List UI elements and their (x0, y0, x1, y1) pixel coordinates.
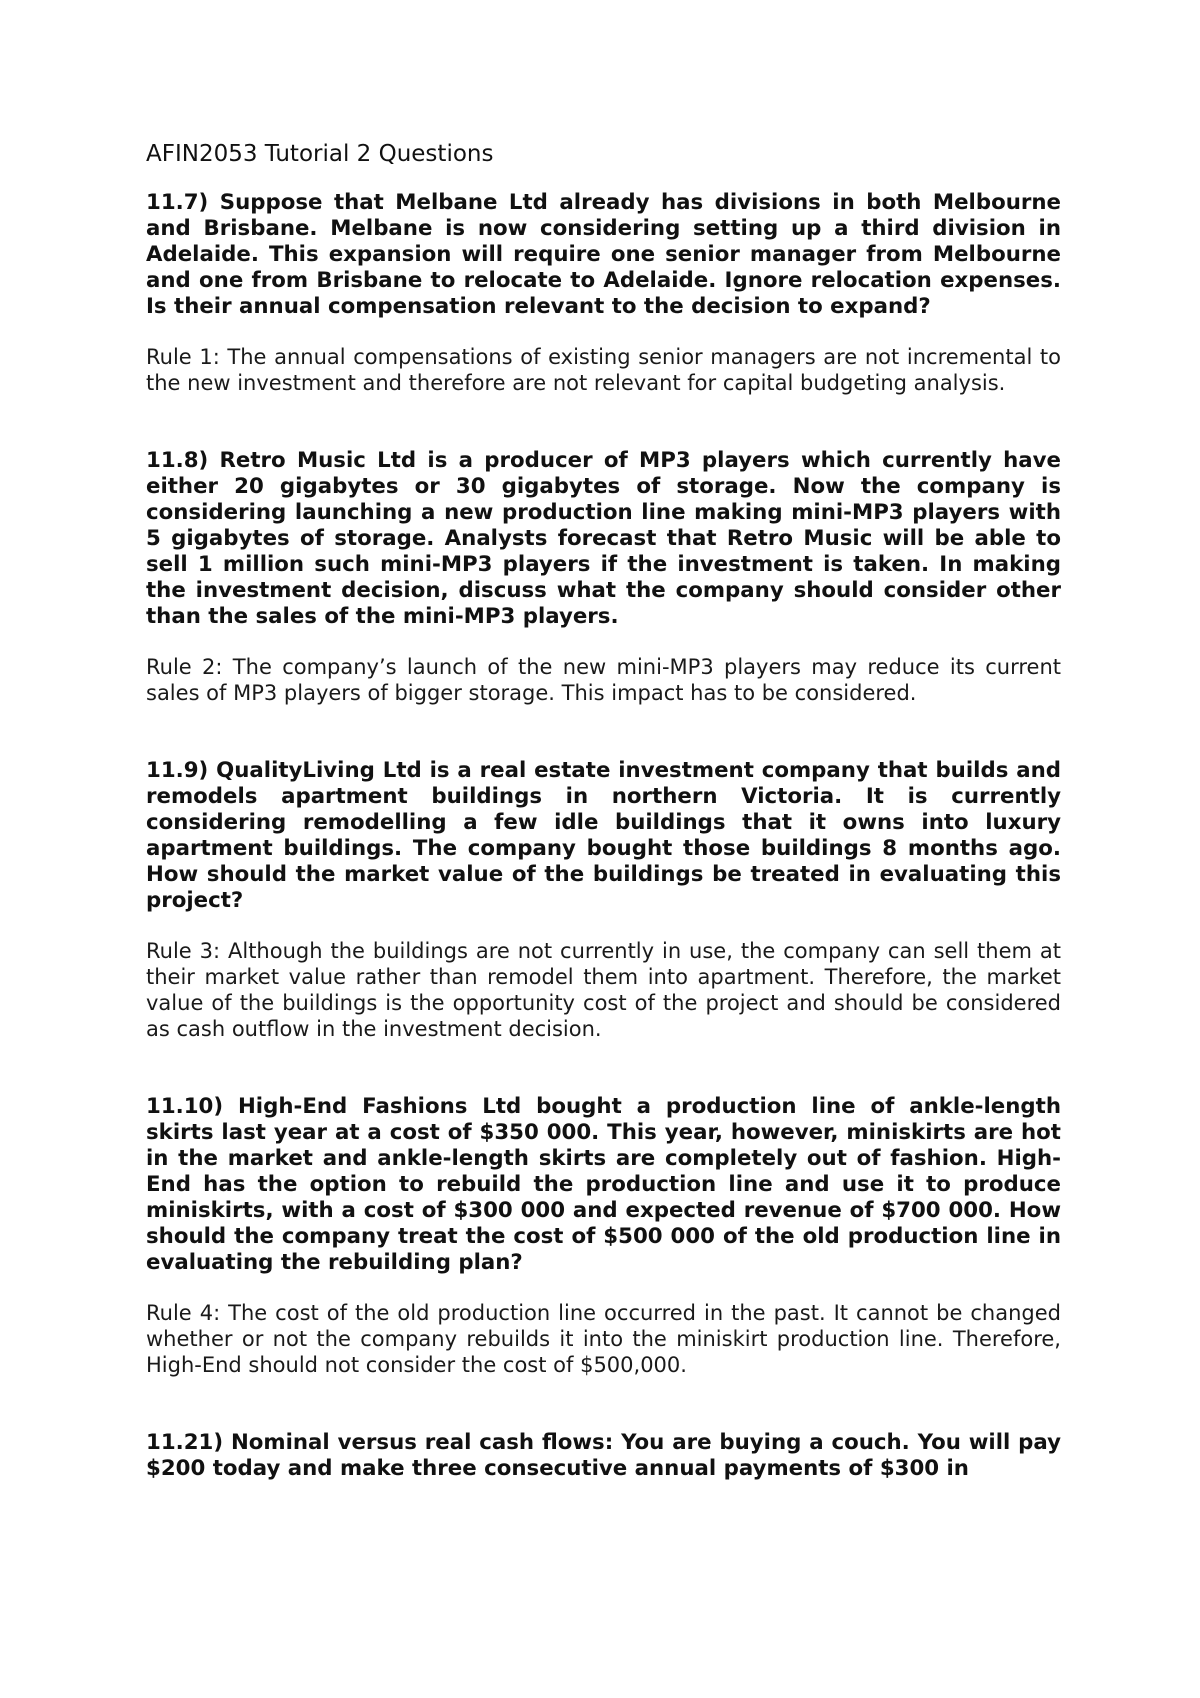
question-11-21: 11.21) Nominal versus real cash flows: You are buying a couch. You will pay $200 today and make three consecutive annual payments of $300 in (146, 1429, 1061, 1481)
section-11-21 (146, 1430, 1061, 1482)
document-page (146, 140, 1061, 1506)
answer-rule-4: Rule 4: The cost of the old production line occurred in the past. It cannot be changed whether or not the company rebuilds it into the miniskirt production line. Therefore, High-End should not consider the cost of $500,000. (146, 1300, 1061, 1377)
answer-rule-1: Rule 1: The annual compensations of existing senior managers are not incremental to the new investment and therefore are not relevant for capital budgeting analysis. (146, 344, 1061, 395)
answer-rule-2: Rule 2: The company’s launch of the new mini-MP3 players may reduce its current sales of MP3 players of bigger storage. This impact has to be considered. (146, 654, 1061, 705)
document-title: AFIN2053 Tutorial 2 Questions (146, 141, 494, 167)
question-11-7: 11.7) Suppose that Melbane Ltd already has divisions in both Melbourne and Brisbane. Melbane is now considering setting up a third division in Adelaide. This expansion will require one senior manager from Melbourne and one from Brisbane to relocate to Adelaide. Ignore relocation expenses. Is their annual compensation relevant to the decision to expand? (146, 189, 1061, 319)
section-11-10 (146, 1094, 1061, 1378)
section-11-8 (146, 448, 1061, 706)
section-11-7 (146, 190, 1061, 396)
question-11-10: 11.10) High-End Fashions Ltd bought a production line of ankle-length skirts last year at a cost of $350 000. This year, however, miniskirts are hot in the market and ankle-length skirts are completely out of fashion. High-End has the option to rebuild the production line and use it to produce miniskirts, with a cost of $300 000 and expected revenue of $700 000. How should the company treat the cost of $500 000 of the old production line in evaluating the rebuilding plan? (146, 1093, 1061, 1275)
section-11-9 (146, 758, 1061, 1042)
question-11-8: 11.8) Retro Music Ltd is a producer of MP3 players which currently have either 20 gigabytes or 30 gigabytes of storage. Now the company is considering launching a new production line making mini-MP3 players with 5 gigabytes of storage. Analysts forecast that Retro Music will be able to sell 1 million such mini-MP3 players if the investment is taken. In making the investment decision, discuss what the company should consider other than the sales of the mini-MP3 players. (146, 447, 1061, 629)
question-11-9: 11.9) QualityLiving Ltd is a real estate investment company that builds and remodels apartment buildings in northern Victoria. It is currently considering remodelling a few idle buildings that it owns into luxury apartment buildings. The company bought those buildings 8 months ago. How should the market value of the buildings be treated in evaluating this project? (146, 757, 1061, 913)
answer-rule-3: Rule 3: Although the buildings are not currently in use, the company can sell them at their market value rather than remodel them into apartment. Therefore, the market value of the buildings is the opportunity cost of the project and should be considered as cash outflow in the investment decision. (146, 938, 1061, 1041)
